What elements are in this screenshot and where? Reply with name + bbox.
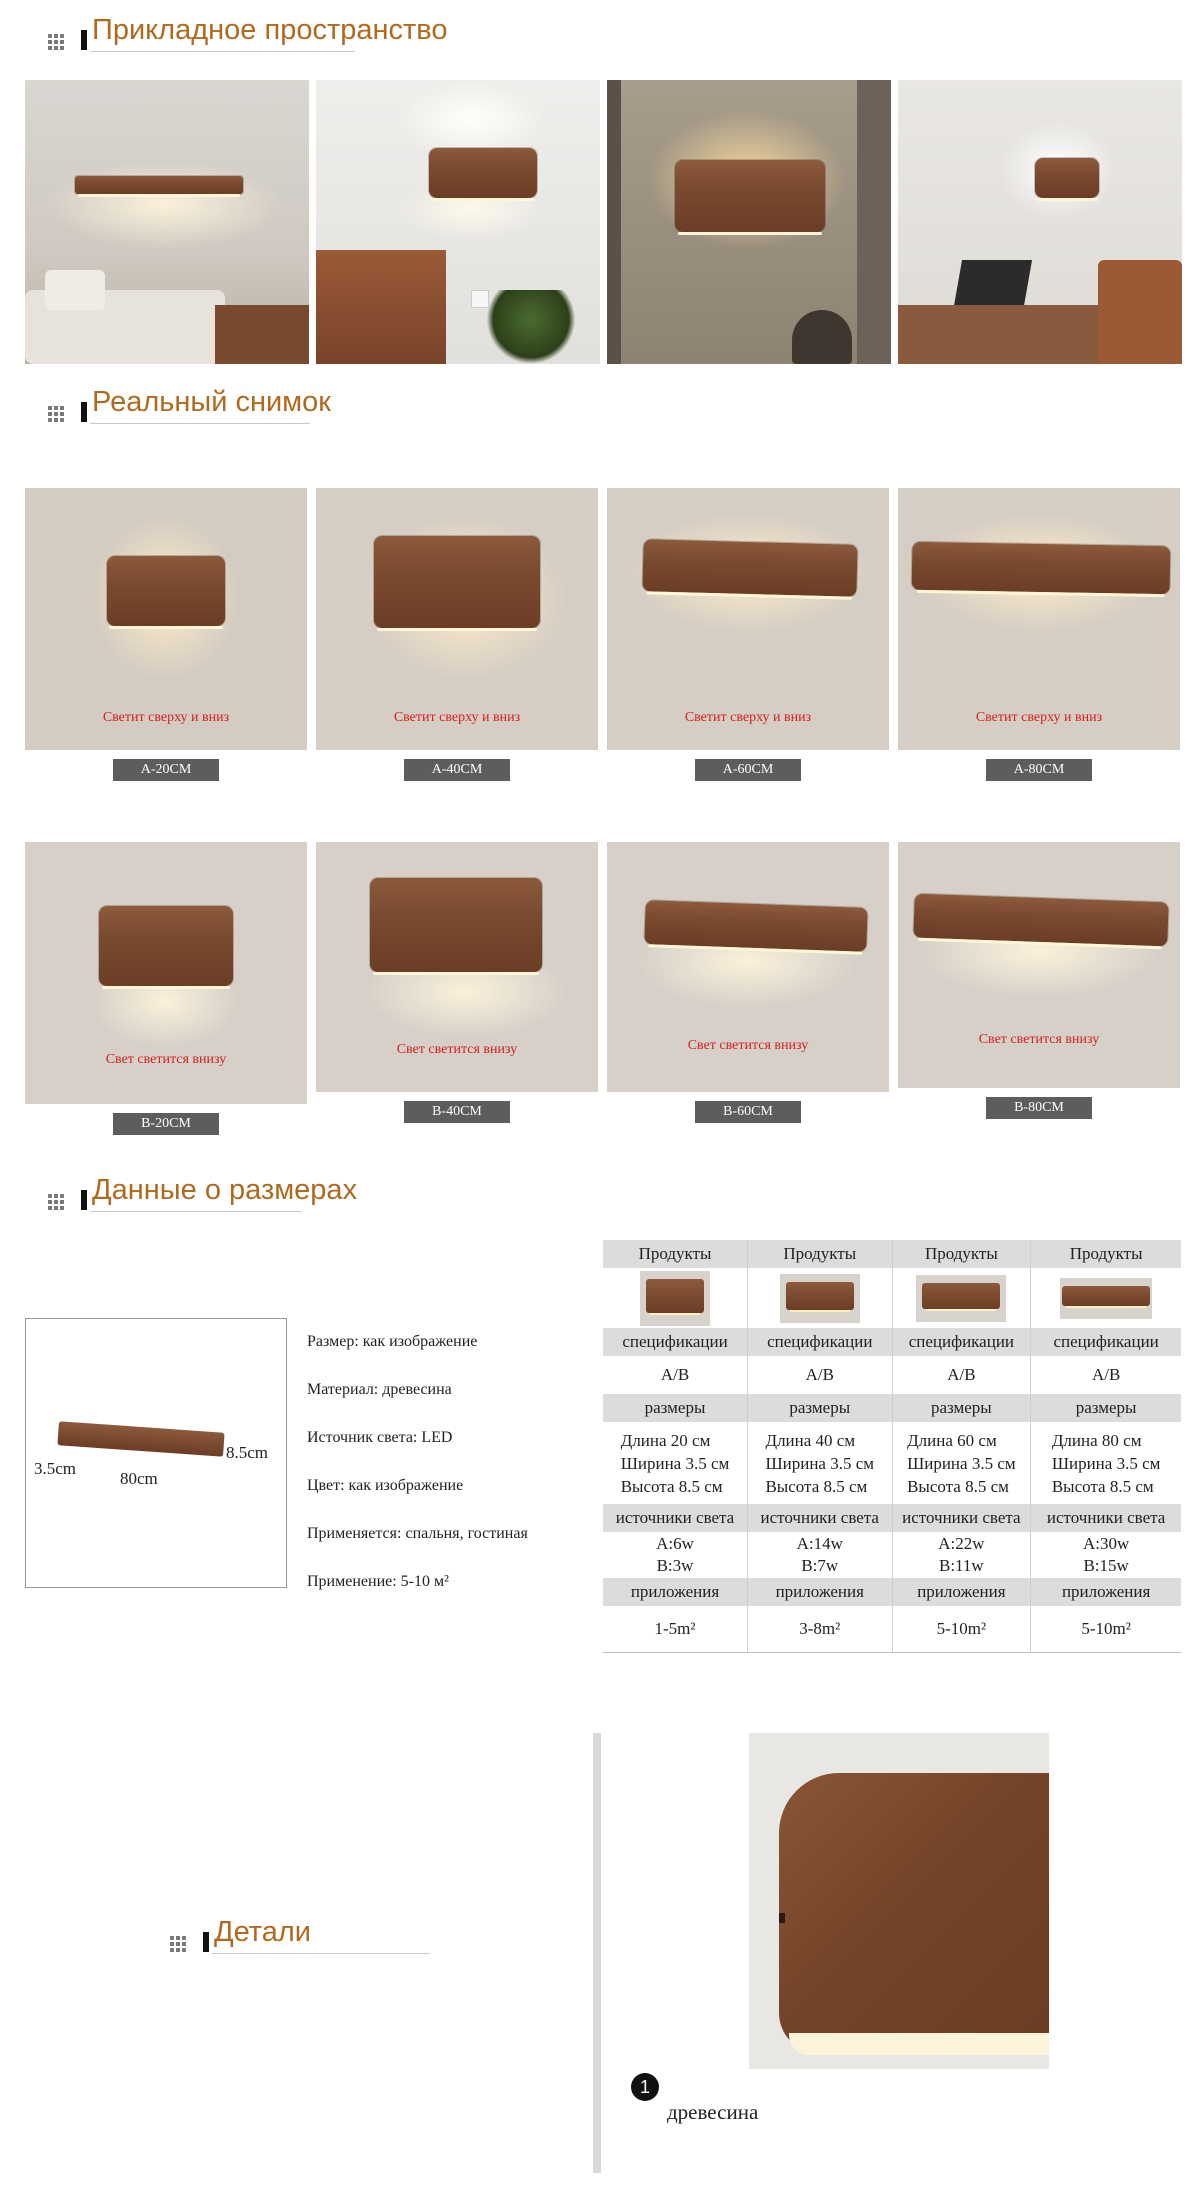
table-cell: источники света: [1031, 1504, 1181, 1532]
dim-width: Ширина 3.5 см: [907, 1453, 1016, 1473]
room-photo-living: [25, 80, 309, 364]
table-cell: приложения: [1031, 1578, 1181, 1606]
grid-dots-icon: [48, 406, 66, 422]
grid-dots-icon: [48, 1194, 66, 1210]
table-row-app-label: [603, 1578, 1181, 1606]
heading-rule: [212, 1953, 430, 1954]
table-cell: источники света: [748, 1504, 893, 1532]
light-caption: Светит сверху и вниз: [975, 710, 1103, 725]
spec-color: Цвет: как изображение: [307, 1477, 464, 1494]
table-cell: [748, 1532, 893, 1578]
table-cell: [748, 1268, 893, 1328]
table-cell: [603, 1268, 748, 1328]
product-thumbnail: [640, 1271, 710, 1326]
table-cell: [748, 1422, 893, 1504]
table-cell: спецификации: [748, 1328, 893, 1356]
table-cell: A/B: [1031, 1356, 1181, 1394]
power-a: A:14w: [796, 1534, 843, 1553]
table-row-dimensions: [603, 1422, 1181, 1504]
table-cell: 5-10m²: [892, 1606, 1031, 1652]
lamp: [370, 878, 542, 972]
product-photo-b40: [316, 842, 598, 1092]
lamp: [913, 894, 1168, 947]
table-cell: [892, 1268, 1031, 1328]
power-b: B:7w: [801, 1556, 839, 1575]
table-cell: [1031, 1532, 1181, 1578]
dimension-diagram: [25, 1318, 287, 1588]
spec-application: Применение: 5-10 м²: [307, 1573, 449, 1590]
table-cell: [603, 1532, 748, 1578]
table-cell: 5-10m²: [1031, 1606, 1181, 1652]
depth-label: 3.5cm: [34, 1459, 77, 1478]
table-cell: источники света: [892, 1504, 1031, 1532]
room-photo-hall: [607, 80, 891, 364]
light-caption: Светит сверху и вниз: [684, 710, 812, 725]
heading-bar: [203, 1932, 209, 1952]
table-cell: A/B: [748, 1356, 893, 1394]
table-cell: [1031, 1422, 1181, 1504]
product-photo-a40: [316, 488, 598, 750]
table-row-products: [603, 1240, 1181, 1268]
heading-bar: [81, 402, 87, 422]
table-cell: размеры: [603, 1394, 748, 1422]
table-cell: размеры: [748, 1394, 893, 1422]
table-cell: A/B: [660, 1365, 690, 1384]
grid-dots-icon: [48, 34, 66, 50]
section-title: Реальный снимок: [92, 386, 331, 418]
dim-length: Длина 80 см: [1051, 1430, 1142, 1450]
table-row-area: [603, 1606, 1181, 1652]
table-cell: 1-5m²: [603, 1606, 748, 1652]
dim-width: Ширина 3.5 см: [620, 1453, 730, 1473]
table-row-size-label: [603, 1394, 1181, 1422]
room-photo-office: [898, 80, 1182, 364]
power-b: B:15w: [1083, 1556, 1129, 1575]
product-thumbnail: [916, 1275, 1006, 1322]
lamp-drawing: [57, 1421, 224, 1457]
dim-length: Длина 20 см: [620, 1430, 711, 1450]
light-caption: Светит сверху и вниз: [102, 710, 230, 725]
heading-rule: [90, 423, 310, 424]
lamp: [99, 906, 233, 986]
dim-height: Высота 8.5 см: [620, 1476, 723, 1496]
table-cell: приложения: [748, 1578, 893, 1606]
detail-number-badge: 1: [631, 2073, 659, 2101]
power-a: A:30w: [1082, 1534, 1130, 1553]
dim-width: Ширина 3.5 см: [1051, 1453, 1161, 1473]
size-tag: A-20CM: [113, 759, 219, 781]
heading-bar: [81, 30, 87, 50]
product-thumbnail: [1060, 1278, 1152, 1319]
light-caption: Свет светится внизу: [687, 1038, 809, 1053]
table-row-thumbs: [603, 1268, 1181, 1328]
spec-list: [307, 1318, 597, 1606]
spec-table: [603, 1240, 1181, 1653]
table-cell: [1031, 1268, 1181, 1328]
size-tag: A-80CM: [986, 759, 1092, 781]
lamp: [75, 176, 243, 194]
table-cell: приложения: [603, 1578, 748, 1606]
dim-height: Высота 8.5 см: [1051, 1476, 1154, 1496]
spec-room: Применяется: спальня, гостиная: [307, 1525, 528, 1542]
lamp: [374, 536, 540, 628]
product-photo-b80: [898, 842, 1180, 1088]
table-row-power: [603, 1532, 1181, 1578]
lamp: [429, 148, 537, 198]
lamp: [912, 542, 1171, 594]
detail-closeup-photo: [749, 1733, 1049, 2069]
table-cell: A/B: [892, 1356, 1031, 1394]
lamp: [642, 539, 857, 597]
table-cell: Продукты: [892, 1240, 1031, 1268]
product-photo-a20: [25, 488, 307, 750]
lamp: [107, 556, 225, 626]
heading-rule: [90, 1211, 302, 1212]
light-caption: Свет светится внизу: [105, 1052, 227, 1067]
size-tag: A-60CM: [695, 759, 801, 781]
table-cell: [892, 1422, 1031, 1504]
height-label: 8.5cm: [226, 1443, 269, 1462]
table-row-source-label: [603, 1504, 1181, 1532]
heading-bar: [81, 1190, 87, 1210]
length-label: 80cm: [120, 1469, 158, 1488]
size-tag: A-40CM: [404, 759, 510, 781]
product-photo-b20: [25, 842, 307, 1104]
lamp: [644, 900, 867, 952]
size-tag: B-40CM: [404, 1101, 510, 1123]
section-title: Данные о размерах: [92, 1174, 358, 1206]
dim-width: Ширина 3.5 см: [765, 1453, 875, 1473]
table-cell: размеры: [892, 1394, 1031, 1422]
size-tag: B-80CM: [986, 1097, 1092, 1119]
dim-length: Длина 40 см: [765, 1430, 856, 1450]
detail-divider: [593, 1733, 601, 2173]
heading-rule: [90, 51, 355, 52]
table-cell: [603, 1422, 748, 1504]
power-a: A:6w: [656, 1534, 694, 1553]
section-title: Прикладное пространство: [92, 14, 448, 46]
dim-height: Высота 8.5 см: [907, 1476, 1009, 1496]
light-caption: Светит сверху и вниз: [393, 710, 521, 725]
room-photo-bedroom: [316, 80, 600, 364]
table-cell: размеры: [1031, 1394, 1181, 1422]
section-title: Детали: [214, 1916, 312, 1948]
light-caption: Свет светится внизу: [978, 1032, 1100, 1047]
power-b: B:3w: [656, 1556, 694, 1575]
table-cell: спецификации: [892, 1328, 1031, 1356]
product-thumbnail: [780, 1274, 860, 1323]
product-photo-b60: [607, 842, 889, 1092]
lamp: [1035, 158, 1099, 198]
dim-length: Длина 60 см: [907, 1430, 997, 1450]
grid-dots-icon: [170, 1936, 188, 1952]
dim-height: Высота 8.5 см: [765, 1476, 868, 1496]
spec-light-source: Источник света: LED: [307, 1429, 453, 1446]
table-row-spec-values: [603, 1356, 1181, 1394]
table-cell: источники света: [603, 1504, 748, 1532]
table-cell: [892, 1532, 1031, 1578]
table-cell: 3-8m²: [748, 1606, 893, 1652]
table-cell: Продукты: [1031, 1240, 1181, 1268]
table-cell: спецификации: [1031, 1328, 1181, 1356]
power-b: B:11w: [939, 1556, 984, 1575]
table-row-spec-label: [603, 1328, 1181, 1356]
detail-label: древесина: [667, 2100, 759, 2124]
lamp: [675, 160, 825, 232]
table-cell: Продукты: [603, 1240, 748, 1268]
table-cell: Продукты: [748, 1240, 893, 1268]
size-tag: B-60CM: [695, 1101, 801, 1123]
table-cell: приложения: [892, 1578, 1031, 1606]
power-a: A:22w: [938, 1534, 985, 1553]
spec-material: Материал: древесина: [307, 1381, 452, 1398]
product-photo-a60: [607, 488, 889, 750]
spec-size: Размер: как изображение: [307, 1333, 478, 1350]
product-photo-a80: [898, 488, 1180, 750]
size-tag: B-20CM: [113, 1113, 219, 1135]
table-cell: спецификации: [603, 1328, 748, 1356]
light-caption: Свет светится внизу: [396, 1042, 518, 1057]
